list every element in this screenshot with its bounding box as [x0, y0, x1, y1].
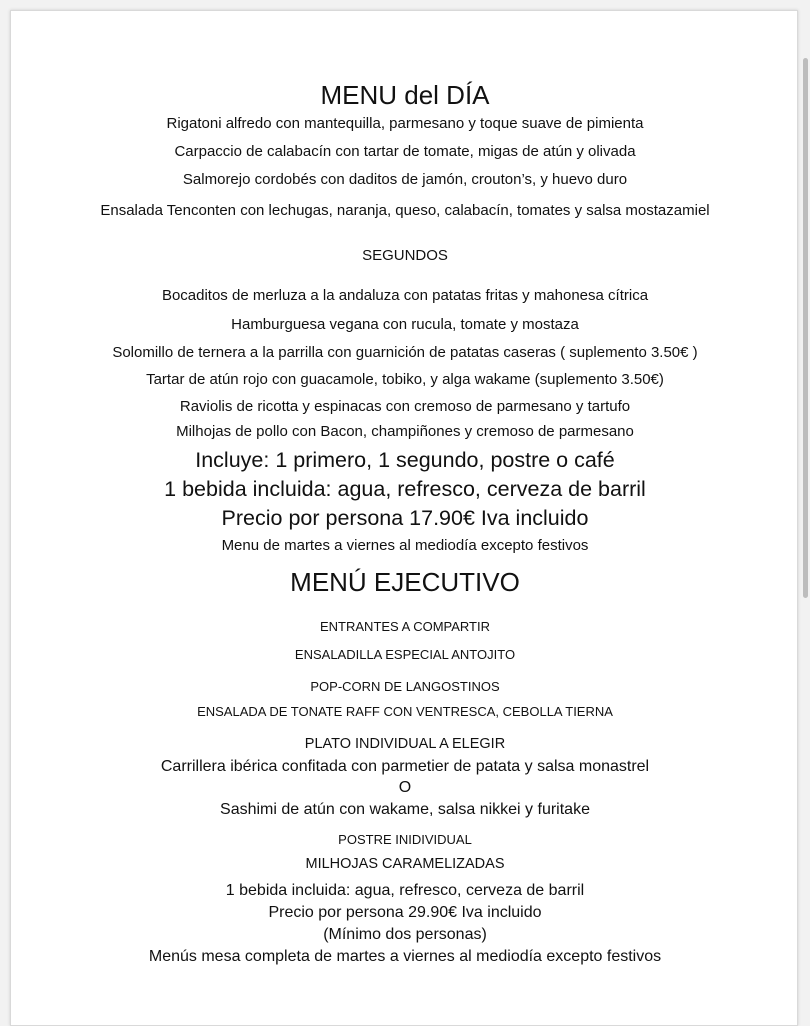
plato-opcion: Sashimi de atún con wakame, salsa nikkei y furitake — [220, 801, 590, 818]
precio-text: Precio por persona 17.90€ Iva incluido — [221, 506, 589, 530]
postre-heading: POSTRE INIDIVIDUAL — [338, 832, 472, 847]
segundo-item: Tartar de atún rojo con guacamole, tobiko, y alga wakame (suplemento 3.50€) — [146, 371, 664, 388]
plato-opcion: Carrillera ibérica confitada con parmetier de patata y salsa monastrel — [160, 758, 650, 775]
entrante-item: POP-CORN DE LANGOSTINOS — [310, 679, 500, 694]
bebida-text: 1 bebida incluida: agua, refresco, cerveza de barril — [164, 477, 646, 501]
minimo-text: (Mínimo dos personas) — [323, 926, 487, 943]
segundos-heading: SEGUNDOS — [362, 247, 448, 264]
entrante-item: ENSALADA DE TONATE RAFF CON VENTRESCA, CEBOLLA TIERNA — [197, 704, 613, 719]
segundo-item: Milhojas de pollo con Bacon, champiñones y cremoso de parmesano — [176, 423, 634, 440]
horario-text: Menu de martes a viernes al mediodía excepto festivos — [221, 537, 589, 554]
segundo-item: Solomillo de ternera a la parrilla con guarnición de patatas caseras ( suplemento 3.50€ ) — [112, 344, 698, 361]
segundo-item: Bocaditos de merluza a la andaluza con patatas fritas y mahonesa cítrica — [161, 287, 649, 304]
ejecutivo-bebida-text: 1 bebida incluida: agua, refresco, cerveza de barril — [225, 882, 585, 899]
ejecutivo-precio-text: Precio por persona 29.90€ Iva incluido — [268, 904, 542, 921]
segundo-item: Raviolis de ricotta y espinacas con cremoso de parmesano y tartufo — [179, 398, 631, 415]
entrante-item: ENSALADILLA ESPECIAL ANTOJITO — [294, 647, 516, 662]
menu-ejecutivo-title: MENÚ EJECUTIVO — [290, 567, 520, 597]
menu-del-dia-title: MENU del DÍA — [320, 80, 490, 110]
ejecutivo-horario-text: Menús mesa completa de martes a viernes al mediodía excepto festivos — [148, 948, 662, 965]
segundo-item: Hamburguesa vegana con rucula, tomate y mostaza — [231, 316, 579, 333]
plato-separador: O — [398, 779, 412, 796]
incluye-text: Incluye: 1 primero, 1 segundo, postre o café — [195, 448, 615, 472]
postre-item: MILHOJAS CARAMELIZADAS — [305, 856, 505, 872]
entrantes-heading: ENTRANTES A COMPARTIR — [320, 619, 490, 634]
primero-item: Rigatoni alfredo con mantequilla, parmesano y toque suave de pimienta — [166, 115, 644, 132]
plato-heading: PLATO INDIVIDUAL A ELEGIR — [304, 736, 506, 752]
primero-item: Salmorejo cordobés con daditos de jamón, crouton’s, y huevo duro — [182, 171, 628, 188]
primero-item: Ensalada Tenconten con lechugas, naranja, queso, calabacín, tomates y salsa mostazamiel — [100, 202, 710, 219]
primero-item: Carpaccio de calabacín con tartar de tomate, migas de atún y olivada — [174, 143, 636, 160]
